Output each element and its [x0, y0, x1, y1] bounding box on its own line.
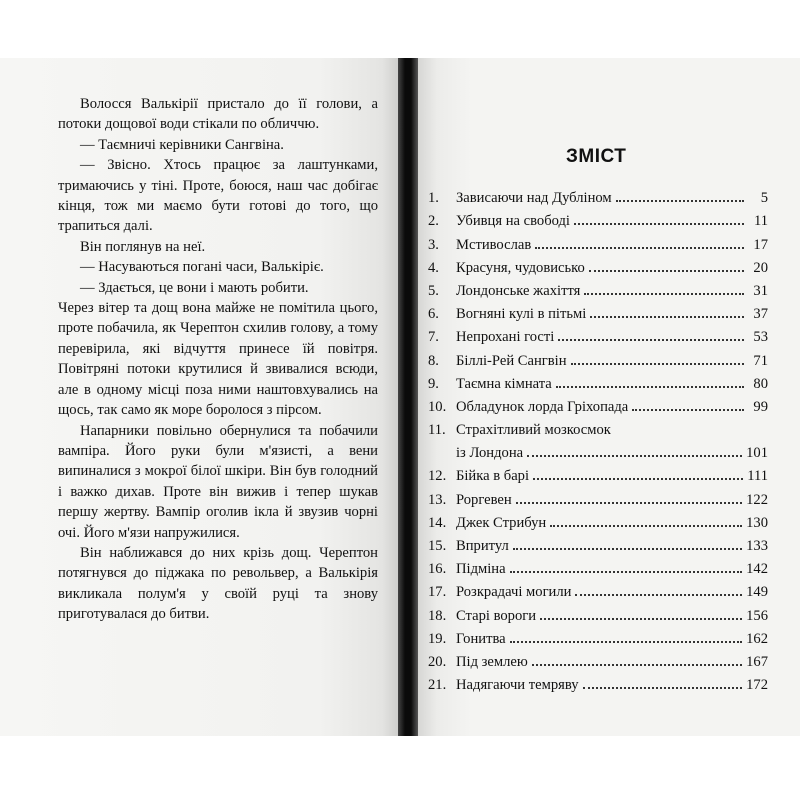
- toc-leader-dots: [535, 247, 744, 249]
- story-paragraph: Через вітер та дощ вона майже не помітила цього, проте побачила, як Черептон схилив голову, а тому перевірила, які відчуття принесе їй повітря. Повітряні потоки крутилися й звивалися всюди, але в одному місці поза ними наштовхувались на щось, так само як море боролося з пірсом.: [58, 300, 378, 419]
- toc-entry-page: 5: [760, 190, 768, 207]
- toc-entry-number: 20.: [428, 653, 447, 670]
- toc-entry-page: 162: [746, 630, 768, 647]
- toc-leader-dots: [540, 618, 742, 620]
- toc-entry-page: 99: [753, 398, 768, 415]
- toc-leader-dots: [590, 316, 744, 318]
- toc-entry-title: Мстивослав: [456, 236, 532, 253]
- toc-leader-dots: [516, 502, 742, 504]
- toc-entry: [428, 346, 768, 369]
- toc-entry-page: 149: [746, 584, 768, 601]
- toc-entry-page: 130: [746, 514, 768, 531]
- toc-entry-title: Зависаючи над Дубліном: [456, 190, 612, 207]
- toc-entry-title: Старі вороги: [456, 607, 537, 624]
- toc-entry-title: Джек Стрибун: [456, 514, 547, 531]
- toc-entry: [428, 648, 768, 671]
- toc-entry-number: 2.: [428, 213, 439, 230]
- toc-entry: [428, 485, 768, 508]
- toc-entry-number: 17.: [428, 584, 447, 601]
- toc-entry-number: 7.: [428, 329, 439, 346]
- toc-leader-dots: [510, 571, 743, 573]
- toc-entry-page: 156: [746, 607, 768, 624]
- toc-entry-page: 20: [753, 259, 768, 276]
- toc-entry-number: 19.: [428, 630, 447, 647]
- toc-entry-number: 16.: [428, 561, 447, 578]
- toc-leader-dots: [558, 339, 744, 341]
- toc-entry-page: 71: [753, 352, 768, 369]
- toc-entry-number: 6.: [428, 306, 439, 323]
- toc-entry-page: 101: [746, 445, 768, 462]
- toc-entry-title: Таємна кімната: [456, 375, 552, 392]
- toc-entry-title: Гонитва: [456, 630, 506, 647]
- toc-entry-number: 10.: [428, 398, 447, 415]
- toc-entry: [428, 671, 768, 694]
- toc-entry-page: 53: [753, 329, 768, 346]
- toc-entry-title: Вогняні кулі в пітьмі: [456, 306, 587, 323]
- book-gutter: [398, 58, 418, 736]
- toc-entry-title: Убивця на свободі: [456, 213, 570, 230]
- toc-leader-dots: [571, 363, 744, 365]
- toc-entry: [428, 230, 768, 253]
- toc-leader-dots: [575, 594, 742, 596]
- toc-leader-dots: [527, 455, 742, 457]
- toc-entry-number: 15.: [428, 538, 447, 554]
- toc-entry-title: Розкрадачі могили: [456, 584, 572, 601]
- toc-entry-page: 142: [746, 561, 768, 578]
- story-paragraph: — Звісно. Хтось працює за лаштунками, тримаючись у тіні. Проте, боюся, наш час добігає кінця, тож ми маємо бути готові до того, що трапиться далі.: [58, 157, 378, 235]
- toc-entry-title: Під землею: [456, 653, 528, 670]
- story-paragraph: Волосся Валькірії пристало до її голови, а потоки дощової води стікали по обличчю.: [58, 96, 378, 133]
- toc-entry-page: 111: [747, 468, 768, 485]
- toc-entry-number: 21.: [428, 677, 447, 694]
- toc-entry: [428, 207, 768, 230]
- toc-entry-page: 80: [753, 375, 768, 392]
- toc-entry-page: 31: [753, 282, 768, 299]
- toc-entry-page: 11: [753, 213, 768, 230]
- story-paragraph: — Таємничі керівники Сангвіна.: [80, 136, 284, 153]
- toc-leader-dots: [513, 548, 742, 550]
- toc-entry: [428, 277, 768, 300]
- toc-leader-dots: [584, 293, 744, 295]
- toc-entry-number: 1.: [428, 190, 439, 207]
- toc-entry-title-continued: із Лондона: [456, 445, 524, 462]
- toc-entry-number: 18.: [428, 607, 447, 624]
- toc-leader-dots: [533, 478, 743, 480]
- toc-entry-title: Страхітливий мозкосмок: [456, 422, 611, 439]
- story-paragraph: — Насуваються погані часи, Валькіріє.: [80, 259, 324, 276]
- toc-entry: [428, 300, 768, 323]
- toc-leader-dots: [583, 687, 743, 689]
- toc-leader-dots: [589, 270, 744, 272]
- toc-entry: [428, 370, 768, 393]
- story-paragraph: Він наближався до них крізь дощ. Черептон потягнувся до піджака по револьвер, а Валькірія викликала полум'я у своїй руці та знову приготувалася до битви.: [58, 544, 378, 623]
- toc-entry-number: 9.: [428, 375, 439, 392]
- toc-leader-dots: [556, 386, 744, 388]
- toc-entry: [428, 393, 768, 416]
- toc-entry-title: Надягаючи темряву: [456, 677, 579, 694]
- toc-entry-number: 11.: [428, 422, 446, 439]
- story-text: [58, 94, 378, 625]
- toc-entry-number: 13.: [428, 491, 447, 508]
- toc-entry-number: 8.: [428, 352, 439, 369]
- toc-entry-page: 122: [746, 491, 768, 508]
- toc-entry: [428, 532, 768, 555]
- toc-entry: [428, 509, 768, 532]
- toc-entry-page: 172: [746, 677, 768, 694]
- toc-heading: ЗМІСТ: [566, 146, 627, 167]
- toc-entry-page: 37: [753, 306, 768, 323]
- toc-entry-page: 167: [746, 653, 768, 670]
- toc-entry-number: 14.: [428, 514, 447, 531]
- story-paragraph: — Здається, це вони і мають робити.: [80, 279, 309, 296]
- toc-entry-title: Роргевен: [456, 491, 512, 508]
- toc-entry: [428, 601, 768, 624]
- toc-entry-number: 12.: [428, 468, 447, 485]
- toc-entry-number: 4.: [428, 259, 439, 276]
- toc-entry-page: 133: [746, 538, 768, 554]
- toc-entry-number: 5.: [428, 282, 439, 299]
- story-paragraph: Він поглянув на неї.: [80, 238, 206, 255]
- toc-leader-dots: [532, 664, 742, 666]
- toc-entry: [428, 184, 768, 207]
- toc-leader-dots: [632, 409, 744, 411]
- toc-entry-title: Впритул: [456, 538, 509, 554]
- toc-entry-title: Біллі-Рей Сангвін: [456, 352, 567, 369]
- toc-entry: [428, 462, 768, 485]
- toc-entry-title: Непрохані гості: [456, 329, 555, 346]
- toc-entry-title: Обладунок лорда Гріхопада: [456, 398, 629, 415]
- table-of-contents: [428, 184, 768, 694]
- toc-entry-title: Красуня, чудовисько: [456, 259, 585, 276]
- toc-entry-title: Лондонське жахіття: [456, 282, 581, 299]
- toc-entry-title: Бійка в барі: [456, 468, 530, 485]
- toc-leader-dots: [550, 525, 742, 527]
- left-page: [0, 58, 398, 736]
- toc-entry: [428, 555, 768, 578]
- toc-entry: [428, 578, 768, 601]
- toc-entry: [428, 323, 768, 346]
- story-paragraph: Напарники повільно обернулися та побачили вампіра. Його руки були м'язисті, а вени випиналися з мокрої білої шкіри. Він був голодний і важко дихав. Проте він вижив і тепер шукав першу жертву. Вампір оголив ікла й звузив чорні очі. Його м'язи напружилися.: [58, 422, 378, 541]
- toc-entry-title: Підміна: [456, 561, 506, 578]
- toc-leader-dots: [510, 641, 742, 643]
- toc-entry-number: 3.: [428, 236, 439, 253]
- toc-leader-dots: [574, 223, 744, 225]
- toc-leader-dots: [616, 200, 744, 202]
- toc-entry-page: 17: [753, 236, 768, 253]
- toc-entry: [428, 416, 768, 462]
- toc-entry: [428, 254, 768, 277]
- toc-entry: [428, 625, 768, 648]
